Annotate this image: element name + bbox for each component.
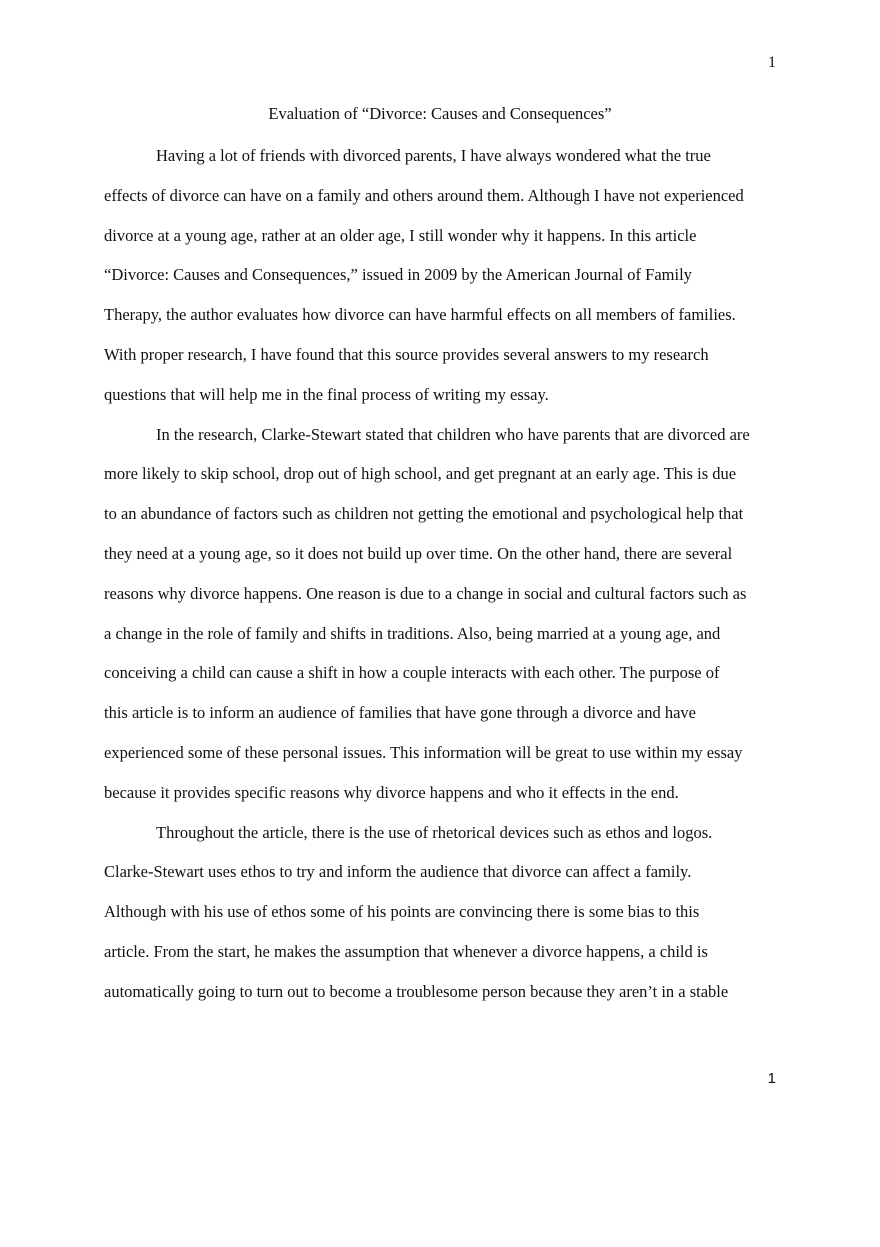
paragraph-3 [104,813,779,1012]
paragraph-line: article. From the start, he makes the assumption that whenever a divorce happens, a child is [104,941,708,961]
paragraph-line: Having a lot of friends with divorced parents, I have always wondered what the true [156,146,711,165]
paragraph-line: questions that will help me in the final process of writing my essay. [104,384,549,404]
paragraph-line: more likely to skip school, drop out of high school, and get pregnant at an early age. This is due [104,464,737,484]
paragraph-line: divorce at a young age, rather at an older age, I still wonder why it happens. In this article [104,225,697,245]
paragraph-2 [104,415,779,813]
paragraph-line: In the research, Clarke-Stewart stated that children who have parents that are divorced are [156,424,750,444]
paragraph-line: Although with his use of ethos some of his points are convincing there is some bias to this [104,902,700,922]
paragraph-line: Throughout the article, there is the use of rhetorical devices such as ethos and logos. [156,822,713,842]
paragraph-line: “Divorce: Causes and Consequences,” issued in 2009 by the American Journal of Family [104,265,692,285]
paragraph-line: effects of divorce can have on a family and others around them. Although I have not experienced [104,185,744,205]
header-page-number: 1 [768,54,776,71]
document-body [104,136,779,1012]
paragraph-1 [104,136,779,415]
paragraph-line: reasons why divorce happens. One reason is due to a change in social and cultural factors such as [104,583,747,603]
paragraph-line: automatically going to turn out to become a troublesome person because they aren’t in a stable [104,981,729,1001]
paragraph-line: to an abundance of factors such as children not getting the emotional and psychological help that [104,504,744,524]
paragraph-line: Therapy, the author evaluates how divorce can have harmful effects on all members of families. [104,305,736,325]
paragraph-line: they need at a young age, so it does not build up over time. On the other hand, there are several [104,543,733,563]
paragraph-line: a change in the role of family and shifts in traditions. Also, being married at a young age, and [104,623,721,643]
paragraph-line: because it provides specific reasons why divorce happens and who it effects in the end. [104,782,679,802]
paragraph-line: conceiving a child can cause a shift in how a couple interacts with each other. The purpose of [104,663,720,683]
paragraph-line: Clarke-Stewart uses ethos to try and inform the audience that divorce can affect a family. [104,862,692,882]
paragraph-line: this article is to inform an audience of families that have gone through a divorce and have [104,703,696,723]
document-title: Evaluation of “Divorce: Causes and Consequences” [268,104,612,123]
paragraph-line: experienced some of these personal issues. This information will be great to use within my essay [104,742,743,762]
footer-page-number: 1 [767,1070,776,1087]
paragraph-line: With proper research, I have found that this source provides several answers to my research [104,344,709,364]
